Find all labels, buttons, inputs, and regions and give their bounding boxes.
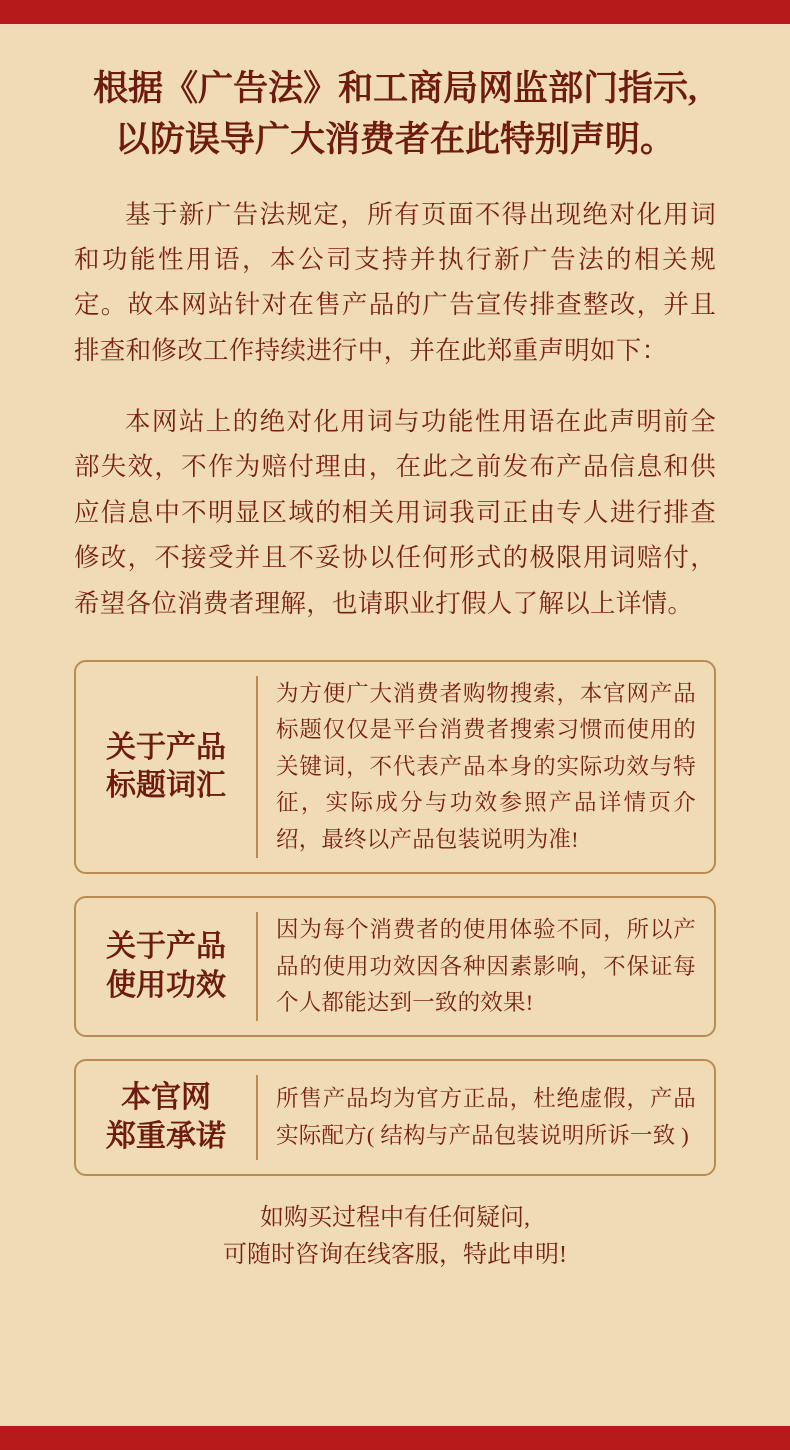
statement-card-title-line-1: 关于产品 — [106, 730, 226, 764]
statement-card — [74, 660, 716, 874]
statement-card-title-line-2: 郑重承诺 — [106, 1119, 226, 1153]
statement-card — [74, 1059, 716, 1176]
page-title — [74, 64, 716, 166]
footer-note — [74, 1200, 716, 1274]
statement-card-title-line-1: 本官网 — [121, 1081, 211, 1115]
statement-card-title-line-1: 关于产品 — [106, 930, 226, 964]
statement-card-title — [86, 676, 258, 858]
statement-card-body: 因为每个消费者的使用体验不同，所以产品的使用功效因各种因素影响，不保证每个人都能达到一致的效果! — [276, 917, 696, 1015]
statement-card-body: 所售产品均为官方正品，杜绝虚假，产品实际配方( 结构与产品包装说明所诉一致 ) — [276, 1086, 696, 1148]
statement-card-title — [86, 1075, 258, 1160]
statement-card-title-line-2: 使用功效 — [106, 968, 226, 1002]
top-accent-bar — [0, 0, 790, 24]
statement-card-body: 为方便广大消费者购物搜索，本官网产品标题仅仅是平台消费者搜索习惯而使用的关键词，不代表产品本身的实际功效与特征，实际成分与功效参照产品详情页介绍，最终以产品包装说明为准! — [276, 680, 696, 852]
statement-paragraph-2: 本网站上的绝对化用词与功能性用语在此声明前全部失效，不作为赔付理由，在此之前发布产品信息和供应信息中不明显区域的相关用词我司正由专人进行排查修改，不接受并且不妥协以任何形式的极限用词赔付，希望各位消费者理解，也请职业打假人了解以上详情。 — [74, 407, 716, 618]
page-title-line-2: 以防误导广大消费者在此特别声明。 — [114, 119, 675, 159]
page-title-line-1: 根据《广告法》和工商局网监部门指示, — [93, 69, 697, 108]
bottom-accent-bar — [0, 1426, 790, 1450]
statement-card-title — [86, 912, 258, 1021]
statement-paragraph-1: 基于新广告法规定，所有页面不得出现绝对化用词和功能性用语，本公司支持并执行新广告法的相关规定。故本网站针对在售产品的广告宣传排查整改，并且排查和修改工作持续进行中，并在此郑重声明如下： — [74, 199, 716, 365]
statement-card-list — [74, 660, 716, 1176]
footer-note-line-2: 可随时咨询在线客服，特此申明! — [223, 1242, 567, 1269]
footer-note-line-1: 如购买过程中有任何疑问, — [260, 1205, 530, 1232]
statement-card-title-line-2: 标题词汇 — [106, 768, 226, 802]
statement-card — [74, 896, 716, 1037]
page-content — [0, 24, 790, 1426]
